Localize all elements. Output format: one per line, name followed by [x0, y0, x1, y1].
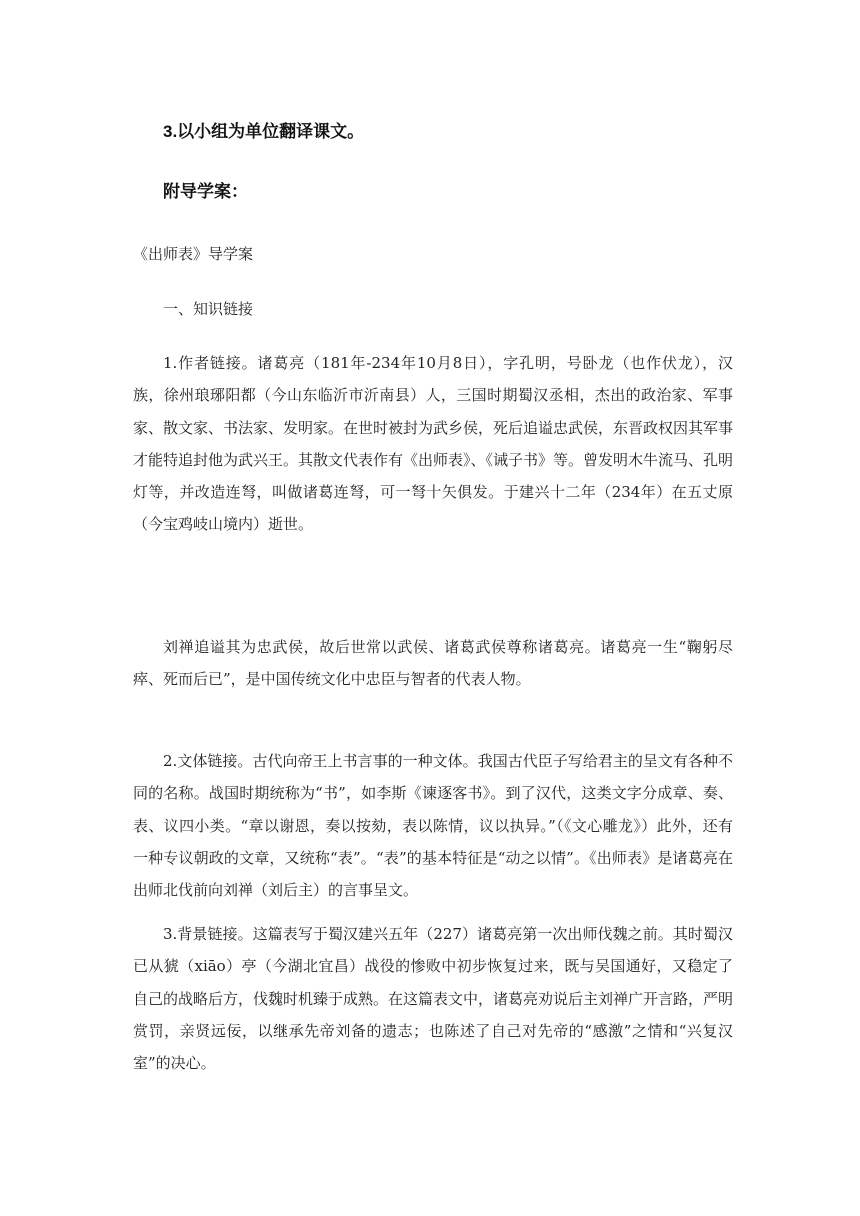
paragraph-author-link: 1.作者链接。诸葛亮（181年-234年10月8日），字孔明，号卧龙（也作伏龙），汉族，徐州琅琊阳都（今山东临沂市沂南县）人，三国时期蜀汉丞相，杰出的政治家、军事家、散文家、书法家、发明家。在世时被封为武乡侯，死后追谥忠武侯，东晋政权因其军事才能特追封他为武兴王。其散文代表作有《出师表》、《诫子书》等。曾发明木牛流马、孔明灯等，并改造连弩，叫做诸葛连弩，可一弩十矢俱发。于建兴十二年（234年）在五丈原（今宝鸡岐山境内）逝世。: [133, 354, 734, 534]
paragraph-genre-link: 2.文体链接。古代向帝王上书言事的一种文体。我国古代臣子写给君主的呈文有各种不同的名称。战国时期统称为“书”，如李斯《谏逐客书》。到了汉代，这类文字分成章、奏、表、议四小类。“章以谢恩，奏以按劾，表以陈情，议以执异。”（《文心雕龙》）此外，还有一种专议朝政的文章，又统称“表”。“表”的基本特征是“动之以情”。《出师表》是诸葛亮在出师北伐前向刘禅（刘后主）的言事呈文。: [133, 752, 733, 900]
section-title-knowledge-links: 一、知识链接: [163, 300, 254, 318]
document-title: 《出师表》导学案: [133, 245, 254, 263]
paragraph-posthumous-title: 刘禅追谥其为忠武侯，故后世常以武侯、诸葛武侯尊称诸葛亮。诸葛亮一生“鞠躬尽瘁、死而后已”，是中国传统文化中忠臣与智者的代表人物。: [133, 638, 733, 689]
step-3-line: 3.以小组为单位翻译课文。: [163, 122, 365, 141]
appendix-heading: 附导学案：: [163, 182, 248, 201]
paragraph-background-link: 3.背景链接。这篇表写于蜀汉建兴五年（227）诸葛亮第一次出师伐魏之前。其时蜀汉已从猇（xiāo）亭（今湖北宜昌）战役的惨败中初步恢复过来，既与吴国通好，又稳定了自己的战略后方，伐魏时机臻于成熟。在这篇表文中，诸葛亮劝说后主刘禅广开言路，严明赏罚，亲贤远佞，以继承先帝刘备的遗志；也陈述了自己对先帝的“感激”之情和“兴复汉室”的决心。: [133, 925, 734, 1073]
